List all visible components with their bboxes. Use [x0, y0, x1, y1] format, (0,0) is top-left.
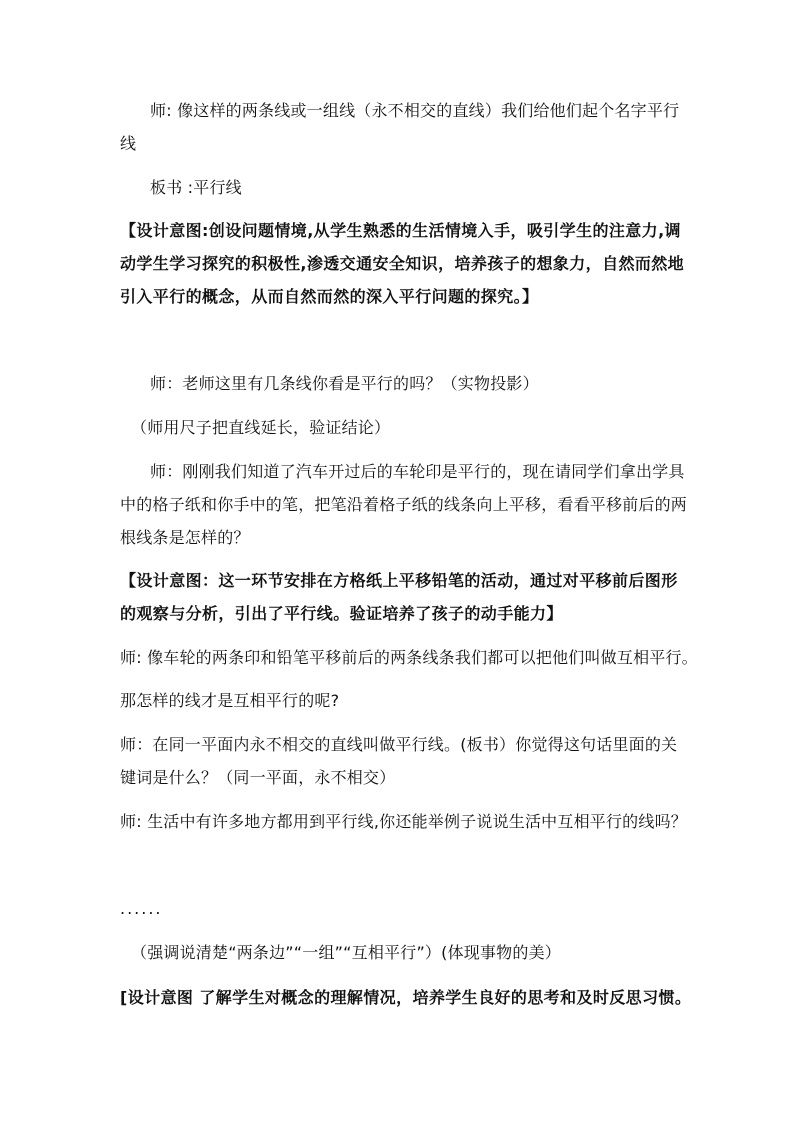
teacher-activity-line-2: 中的格子纸和你手中的笔，把笔沿着格子纸的线条向上平移，看看平移前后的两: [120, 495, 688, 514]
design-intent-3: [设计意图 了解学生对概念的理解情况，培养学生良好的思考和及时反思习惯。: [120, 988, 692, 1007]
teacher-activity-line-3: 根线条是怎样的？: [120, 528, 250, 547]
design-intent-1-line-1: 【设计意图:创设问题情境,从学生熟悉的生活情境入手，吸引学生的注意力,调: [120, 221, 681, 240]
ruler-extension-note: （师用尺子把直线延长，验证结论）: [131, 418, 391, 437]
teacher-question-parallel: 师：老师这里有几条线你看是平行的吗？（实物投影）: [150, 374, 539, 393]
life-examples-question: 师: 生活中有许多地方都用到平行线,你还能举例子说说生活中互相平行的线吗？: [120, 812, 687, 831]
design-intent-1-line-3: 引入平行的概念，从而自然而然的深入平行问题的探究。】: [120, 287, 539, 306]
design-intent-1-line-2: 动学生学习探究的积极性,渗透交通安全知识，培养孩子的想象力，自然而然地: [120, 254, 685, 273]
teacher-mutual-parallel: 师: 像车轮的两条印和铅笔平移前后的两条线条我们都可以把他们叫做互相平行。: [120, 648, 698, 667]
board-writing-parallel: 板书 :平行线: [150, 178, 242, 197]
definition-line-2: 键词是什么？（同一平面，永不相交）: [120, 768, 396, 787]
teacher-line-parallel-name: 师: 像这样的两条线或一组线（永不相交的直线）我们给他们起个名字平行: [150, 101, 680, 120]
question-what-is-parallel: 那怎样的线才是互相平行的呢?: [120, 691, 340, 710]
teacher-line-parallel-name-cont: 线: [120, 134, 137, 153]
ellipsis-marker: ......: [120, 899, 163, 918]
definition-line-1: 师：在同一平面内永不相交的直线叫做平行线。(板书）你觉得这句话里面的关: [120, 735, 678, 754]
design-intent-2-line-1: 【设计意图：这一环节安排在方格纸上平移铅笔的活动，通过对平移前后图形: [120, 571, 678, 590]
teacher-activity-line-1: 师：刚刚我们知道了汽车开过后的车轮印是平行的，现在请同学们拿出学具: [150, 462, 685, 481]
emphasis-note: （强调说清楚“两条边”“一组”“互相平行”）(体现事物的美）: [131, 943, 561, 962]
design-intent-2-line-2: 的观察与分析，引出了平行线。验证培养了孩子的动手能力】: [120, 604, 563, 623]
